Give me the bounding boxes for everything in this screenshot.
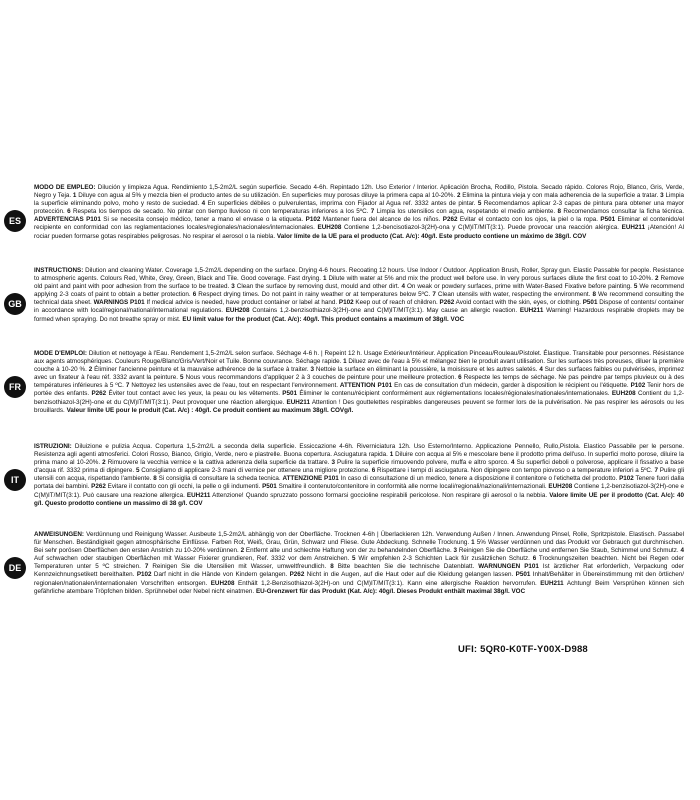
text-run: Darf nicht in die Hände von Kindern gelangen. [151, 571, 290, 579]
bold-text-run: 2 [102, 459, 106, 467]
text-run: Trocknungszeiten beachten. Nicht bei Regen oder Temperaturen unter 5 ºC streichen. [34, 555, 684, 571]
bold-text-run: P262 [439, 299, 455, 307]
text-run: ¡Atención! Al rociar pueden formarse gotas respirables peligrosas. No respirar el aerosol o la niebla. [34, 224, 684, 240]
instructions-text-gb [34, 267, 684, 324]
text-run: En cas de consultation d'un médecin, garder à disposition le récipient ou l'étiquette. [392, 382, 631, 390]
text-run: Respecte les temps de séchage. Ne pas peindre par temps pluvieux ou à des températures inférieures à 5 ºC. [34, 374, 684, 390]
text-run: En superficies débiles o pulverulentas, imprima con Fijador al Agua ref. 3332 antes de pintar. [205, 200, 478, 208]
bold-text-run: P501 [282, 390, 298, 398]
text-run: Pulire gli utensili con acqua, rispettando l'ambiente. [34, 467, 684, 483]
bold-text-run: P102 [136, 571, 152, 579]
text-run: Si consiglia di consultare la scheda tecnica. [156, 475, 283, 483]
instructions-text-it [34, 443, 684, 508]
bold-text-run: EU-Grenzwert für das Produkt (Kat. A/c): 40g/l. Dieses Produkt enthält maximal 38g/l. VOC [255, 587, 526, 595]
text-run: Contiene 1,2-benzisotiazol-3(2H)-one e C(M)IT/MIT(3:1). Può causare una reazione allergica. [34, 483, 685, 499]
bold-text-run: EUH208 [611, 390, 636, 398]
text-run: Éliminer l'ancienne peinture et la mauvaise adhérence de la surface à traiter. [92, 366, 311, 374]
text-run: Contient du 1,2-benzisothiazol-3(2H)-one et du C(M)IT/MIT(3:1). Peut provoquer une réaction allergique. [34, 390, 684, 406]
bold-text-run: EUH211 [519, 307, 544, 315]
text-run: Clean the surface by removing dust, mould and other dirt. [234, 283, 402, 291]
bold-text-run: 2 [240, 547, 245, 555]
bold-text-run: P501 [262, 483, 277, 491]
language-badge-de: DE [4, 557, 26, 579]
bold-text-run: 3 [310, 366, 315, 374]
text-run: Limpia los utensilios con agua, respetando el medio ambiente. [374, 208, 558, 216]
text-run: Warning! Hazardous respirable droplets may be formed when spraying. Do not breathe spray or mist. [34, 307, 684, 323]
language-badge-gb: GB [4, 293, 26, 315]
text-run: In caso di consultazione di un medico, tenere a disposizione il contenitore o l'etichetta del prodotto. [338, 475, 620, 483]
bold-text-run: 6 [192, 291, 197, 299]
text-run: If medical advice is needed, have product container or label at hand. [144, 299, 339, 307]
bold-text-run: 2 [655, 275, 659, 283]
text-run: Dilution et nettoyage à l'Eau. Rendement 1,5-2m2/L selon surface. Séchage 4-6 h. | Repeint 12 h. Usage Extérieur/Intérieur. Application Pinceau/Rouleau/Pistolet. Élastique. Transitable pour personnes. Résistance aux agents atmosphériques. Couleurs Rouge/Blanc/Gris/Vert/Noir et Tuile. Bonne couvrance. Séchage rapide. [34, 350, 685, 366]
bold-text-run: EUH208 [317, 224, 342, 232]
bold-text-run: 8 [153, 475, 157, 483]
text-run: Rimuovere la vecchia vernice e la cattiva aderenza della superficie da trattare. [105, 459, 332, 467]
bold-text-run: 5 [135, 467, 140, 475]
text-run: Diluizione e pulizia Acqua. Copertura 1,5-2m2/L a seconda della superficie. Essiccazione 4-6h. Riverniciatura 12h. Uso Esterno/Interno. Applicazione Pennello, Rullo,Pistola. Elastico Passabile per le persone. Resistenza agli agenti atmosferici. Colori Rosso, Bianco, Grigio, Verde, nero e piastrelle. Buona copertura. Asciugatura rapida. [34, 443, 685, 459]
text-run: Smaltire il contenuto/contenitore in conformità alle norme locali/regionali/nazionali/internazionali. [276, 483, 549, 491]
language-badge-it: IT [4, 469, 26, 491]
bold-text-run: ATTENTION P101 [339, 382, 393, 390]
bold-text-run: 7 [432, 291, 436, 299]
bold-text-run: P262 [289, 571, 305, 579]
text-run: Dilution and cleaning Water. Coverage 1,5-2m2/L depending on the surface. Drying 4-6 hours. Recoating 12 hours. Use Indoor / Outdoor. Application Brush, Roller, Spray gun. Elastic Passable for people. Resistance to atmospheric agents. Colours Red, White, Grey, Green, Black and Tile. Good coverage. Fast drying. [34, 267, 684, 283]
bold-text-run: P501 [600, 216, 616, 224]
text-run: Tenere fuori dalla portata dei bambini. [34, 475, 684, 491]
text-run: Recomendamos consultar la ficha técnica. [561, 208, 684, 216]
bold-text-run: 2 [88, 366, 93, 374]
bold-text-run: ANWEISUNGEN: [34, 531, 87, 538]
bold-text-run: EUH211 [186, 491, 211, 499]
bold-text-run: MODO DE EMPLEO: [34, 184, 98, 191]
bold-text-run: 4 [680, 547, 684, 555]
bold-text-run: WARNINGS P101 [93, 299, 145, 307]
bold-text-run: EUH211 [621, 224, 646, 232]
bold-text-run: 3 [331, 459, 335, 467]
bold-text-run: 3 [660, 192, 664, 200]
instructions-text-de [34, 531, 684, 596]
bold-text-run: 1 [343, 358, 347, 366]
text-run: Reinigen Sie die Oberfläche und entfernen Sie Staub, Schimmel und Schmutz. [457, 547, 681, 555]
language-badge-fr: FR [4, 376, 26, 398]
bold-text-run: Valeur limite UE pour le produit (Cat. A/c) : 40g/l. Ce produit contient au maximum 38g/l. COVg/l. [66, 406, 354, 414]
text-run: On weak or powdery surfaces, prime with Water-Based Fixative before painting. [404, 283, 634, 291]
text-run: Diluire con acqua al 5% e mescolare bene il prodotto prima dell'uso. In superfici molto porose, diluire la prima mano al 10-20%. [34, 451, 684, 467]
bold-text-run: EUH208 [548, 483, 573, 491]
bold-text-run: MODE D'EMPLOI: [34, 350, 89, 357]
text-run: Contiene 1,2-bencisotiazol-3(2H)-ona y C(M)IT/MIT(3:1). Puede provocar una reacción alérgica. [341, 224, 622, 232]
bold-text-run: 1 [72, 192, 77, 200]
bold-text-run: 1 [471, 539, 475, 547]
bold-text-run: 3 [231, 283, 235, 291]
text-run: Ist ärztlicher Rat erforderlich, Verpackung oder Kennzeichnungsetikett bereithalten. [34, 563, 684, 579]
bold-text-run: 8 [557, 208, 562, 216]
text-run: Diluye con agua al 5% y mezcla bien el producto antes de su utilización. En superficies muy porosas diluye la primera capa al 10-20%. [76, 192, 457, 200]
bold-text-run: WARNUNGEN P101 [478, 563, 539, 571]
bold-text-run: 5 [633, 283, 638, 291]
text-run: Respeta los tiempos de secado. No pintar con tiempo lluvioso ni con temperaturas inferiores a los 5ºC. [70, 208, 371, 216]
text-run: Nettoie la surface en éliminant la poussière, la moisissure et les autres saletés. [314, 366, 540, 374]
text-run: Auf schwachen oder staubigen Oberflächen mit Wasser Fixierer grundieren, Ref. 3332 vor dem Anstreichen. [34, 555, 353, 563]
text-run: Mantener fuera del alcance de los niños. [320, 216, 443, 224]
text-run: Limpia la superficie eliminando polvo, moho y resto de suciedad. [34, 192, 684, 208]
text-run: Su superfici deboli o polverose, applicare il fissativo a base d'acqua rif. 3332 prima di dipingere. [34, 459, 684, 475]
text-run: Nicht in die Augen, auf die Haut oder auf die Kleidung gelangen lassen. [304, 571, 516, 579]
text-run: Diluez avec de l'eau à 5% et mélangez bien le produit avant utilisation. Sur les surfaces très poreuses, diluer la première couche à 10-20 %. [34, 358, 684, 374]
text-run: Bitte beachten Sie die technische Datenblatt. [333, 563, 479, 571]
text-run: Respect drying times. Do not paint in rainy weather or at temperatures below 5ºC. [196, 291, 433, 299]
text-run: Keep out of reach of children. [353, 299, 440, 307]
text-run: Entfernt alte und schlechte Haftung von der zu behandelnden Oberfläche. [244, 547, 454, 555]
text-run: Dispose of contents/ container in accordance with local/regional/national/international regulations. [34, 299, 684, 315]
bold-text-run: 5 [477, 200, 482, 208]
bold-text-run: Valor límite de la UE para el producto (Cat. A/c): 40g/l. Este producto contiene un máximo de 38g/l. COV [276, 232, 587, 240]
text-run: Verdünnung und Reinigung Wasser. Ausbeute 1,5-2m2/L abhängig von der Oberfläche. Trocknen 4-6h | Überlackieren 12h. Verwendung Außen / Innen. Anwendung Pinsel, Rolle, Spritzpistole. Elastisch. Passabel für Menschen. Beständigkeit gegen atmosphärische Einflüsse. Farben Rot, Weiß, Grau, Grün, Schwarz und Fliese. Gute Abdeckung. Schnelle Trocknung. [34, 531, 684, 547]
bold-text-run: 7 [144, 563, 149, 571]
text-run: We recommend consulting the technical data sheet. [34, 291, 684, 307]
bold-text-run: P102 [619, 475, 634, 483]
bold-text-run: 8 [592, 291, 596, 299]
text-run: Consigliamo di applicare 2-3 mani di vernice per ottenere una migliore protezione. [139, 467, 372, 475]
text-run: Elimina la pintura vieja y con mala adherencia de la superficie a tratar. [460, 192, 661, 200]
text-run: Tenir hors de portée des enfants. [34, 382, 684, 398]
instructions-text-fr [34, 350, 684, 415]
bold-text-run: P102 [338, 299, 354, 307]
text-run: Evitar el contacto con los ojos, la piel o la ropa. [457, 216, 601, 224]
bold-text-run: P262 [91, 483, 106, 491]
ufi-code: UFI: 5QR0-K0TF-Y00X-D988 [458, 644, 588, 655]
text-run: Eliminar el contenido/el recipiente en conformidad con las reglamentaciones locales/regionales/nacionales/internacionales. [34, 216, 685, 232]
bold-text-run: P501 [582, 299, 598, 307]
bold-text-run: 7 [125, 382, 130, 390]
bold-text-run: 7 [370, 208, 375, 216]
text-run: Avoid contact with the skin, eyes, or clothing. [454, 299, 583, 307]
text-run: Nettoyez les ustensiles avec de l'eau, tout en respectant l'environnement. [129, 382, 340, 390]
bold-text-run: 4 [201, 200, 206, 208]
bold-text-run: Valore limite UE per il prodotto (Cat. A/c): 40 g/l. Questo prodotto contiene un massimo di 38 g/l. COV [34, 491, 684, 507]
bold-text-run: EUH211 [540, 579, 564, 587]
text-run: Remove old paint and paint with poor adhesion from the surface to be treated. [34, 275, 684, 291]
bold-text-run: INSTRUCTIONS: [34, 267, 86, 274]
bold-text-run: 6 [67, 208, 71, 216]
text-run: Nous vous recommandons d'appliquer 2 à 3 couches de peinture pour une meilleure protection. [183, 374, 459, 382]
bold-text-run: ADVERTENCIAS P101 [34, 216, 101, 224]
text-run: Wir empfehlen 2-3 Schichten Lack für zusätzlichen Schutz. [355, 555, 533, 563]
bold-text-run: P501 [515, 571, 531, 579]
text-run: Attenzione! Quando spruzzato possono formarsi goccioline respirabili pericolose. Non respirare gli aerosol o la nebbia. [210, 491, 550, 499]
bold-text-run: P262 [91, 390, 107, 398]
bold-text-run: P262 [442, 216, 458, 224]
text-run: Attention ! Des gouttelettes respirables dangereuses peuvent se former lors de la pulvérisation. Ne pas respirer les aérosols ou les brouillards. [34, 398, 684, 414]
bold-text-run: 6 [458, 374, 462, 382]
text-run: Pulire la superficie rimuovendo polvere, muffa e altro sporco. [334, 459, 511, 467]
text-run: Contains 1,2-benzisothiazol-3(2H)-one and C(M)IT/MIT(3:1). May cause an allergic reaction. [249, 307, 520, 315]
bold-text-run: 4 [510, 459, 515, 467]
bold-text-run: EU limit value for the product (Cat. A/c): 40g/l. This product contains a maximum of 38g/l. VOC [182, 315, 465, 323]
text-run: We recommend applying 2-3 coats of paint to obtain a better protection. [34, 283, 684, 299]
text-run: 5% Wasser verdünnen und das Produkt vor Gebrauch gut durchmischen. Bei sehr porösen Oberflächen den ersten Anstrich zu 10-20% verdünnen. [34, 539, 684, 555]
text-run: Reinigen Sie die Utensilien mit Wasser, umweltfreundlich. [148, 563, 331, 571]
text-run: Clean utensils with water, respecting the environment. [435, 291, 593, 299]
text-run: Achtung! Beim Versprühen können sich gefährliche atembare Tröpfchen bilden. Sprühnebel oder Nebel nicht einatmen. [34, 579, 684, 595]
bold-text-run: ATTENZIONE P101 [282, 475, 339, 483]
bold-text-run: 1 [389, 451, 394, 459]
bold-text-run: EUH208 [210, 579, 235, 587]
bold-text-run: ISTRUZIONI: [34, 443, 75, 450]
text-run: Enthält 1,2-Benzisothiazol-3(2H)-on und C(M)IT/MIT(3:1). Kann eine allergische Reaktion hervorrufen. [234, 579, 541, 587]
text-run: Evitare il contatto con gli occhi, la pelle o gli indumenti. [105, 483, 263, 491]
bold-text-run: 5 [180, 374, 184, 382]
bold-text-run: 5 [352, 555, 356, 563]
text-run: Si se necesita consejo médico, tener a mano el envase o la etiqueta. [100, 216, 306, 224]
bold-text-run: 2 [456, 192, 461, 200]
bold-text-run: 6 [371, 467, 376, 475]
bold-text-run: EUH211 [286, 398, 310, 406]
text-run: Inhalt/Behälter in Übereinstimmung mit den örtlichen/ regionalen/nationalen/internationalen Vorschriften entsorgen. [34, 571, 684, 587]
bold-text-run: 4 [401, 283, 405, 291]
text-run: Éviter tout contact avec les yeux, la peau ou les vêtements. [106, 390, 283, 398]
bold-text-run: 8 [330, 563, 334, 571]
bold-text-run: 4 [539, 366, 543, 374]
text-run: Dilute with water at 5% and mix the product well before use. In very porous surfaces dilute the first coat to 10-20%. [326, 275, 656, 283]
bold-text-run: 3 [453, 547, 458, 555]
text-run: Rispettare i tempi di asciugatura. Non dipingere con tempo piovoso o a temperature inferiori a 5ºC. [375, 467, 655, 475]
text-run: Recomendamos aplicar 2-3 capas de pintura para obtener una mayor protección. [34, 200, 685, 216]
bold-text-run: EUH208 [225, 307, 250, 315]
bold-text-run: P102 [630, 382, 646, 390]
text-run: Dilución y limpieza Agua. Rendimiento 1,5-2m2/L según superficie. Secado 4-6h. Repintado 12h. Uso Exterior / Interior. Aplicación Brocha, Rodillo, Pistola. Secado rápido. Colores Rojo, Blanco, Gris, Verde, Negro y Teja. [34, 184, 684, 200]
text-run: Sur des surfaces faibles ou pulvérisées, imprimez avec un fixateur à l'eau réf. 3332 avant la peinture. [34, 366, 684, 382]
instructions-text-es [34, 184, 684, 241]
bold-text-run: P102 [305, 216, 321, 224]
language-badge-es: ES [4, 210, 26, 232]
bold-text-run: 6 [532, 555, 537, 563]
bold-text-run: 1 [322, 275, 327, 283]
text-run: Éliminer le contenu/récipient conformément aux réglementations locales/régionales/nationales/internationales. [297, 390, 612, 398]
bold-text-run: 7 [654, 467, 658, 475]
